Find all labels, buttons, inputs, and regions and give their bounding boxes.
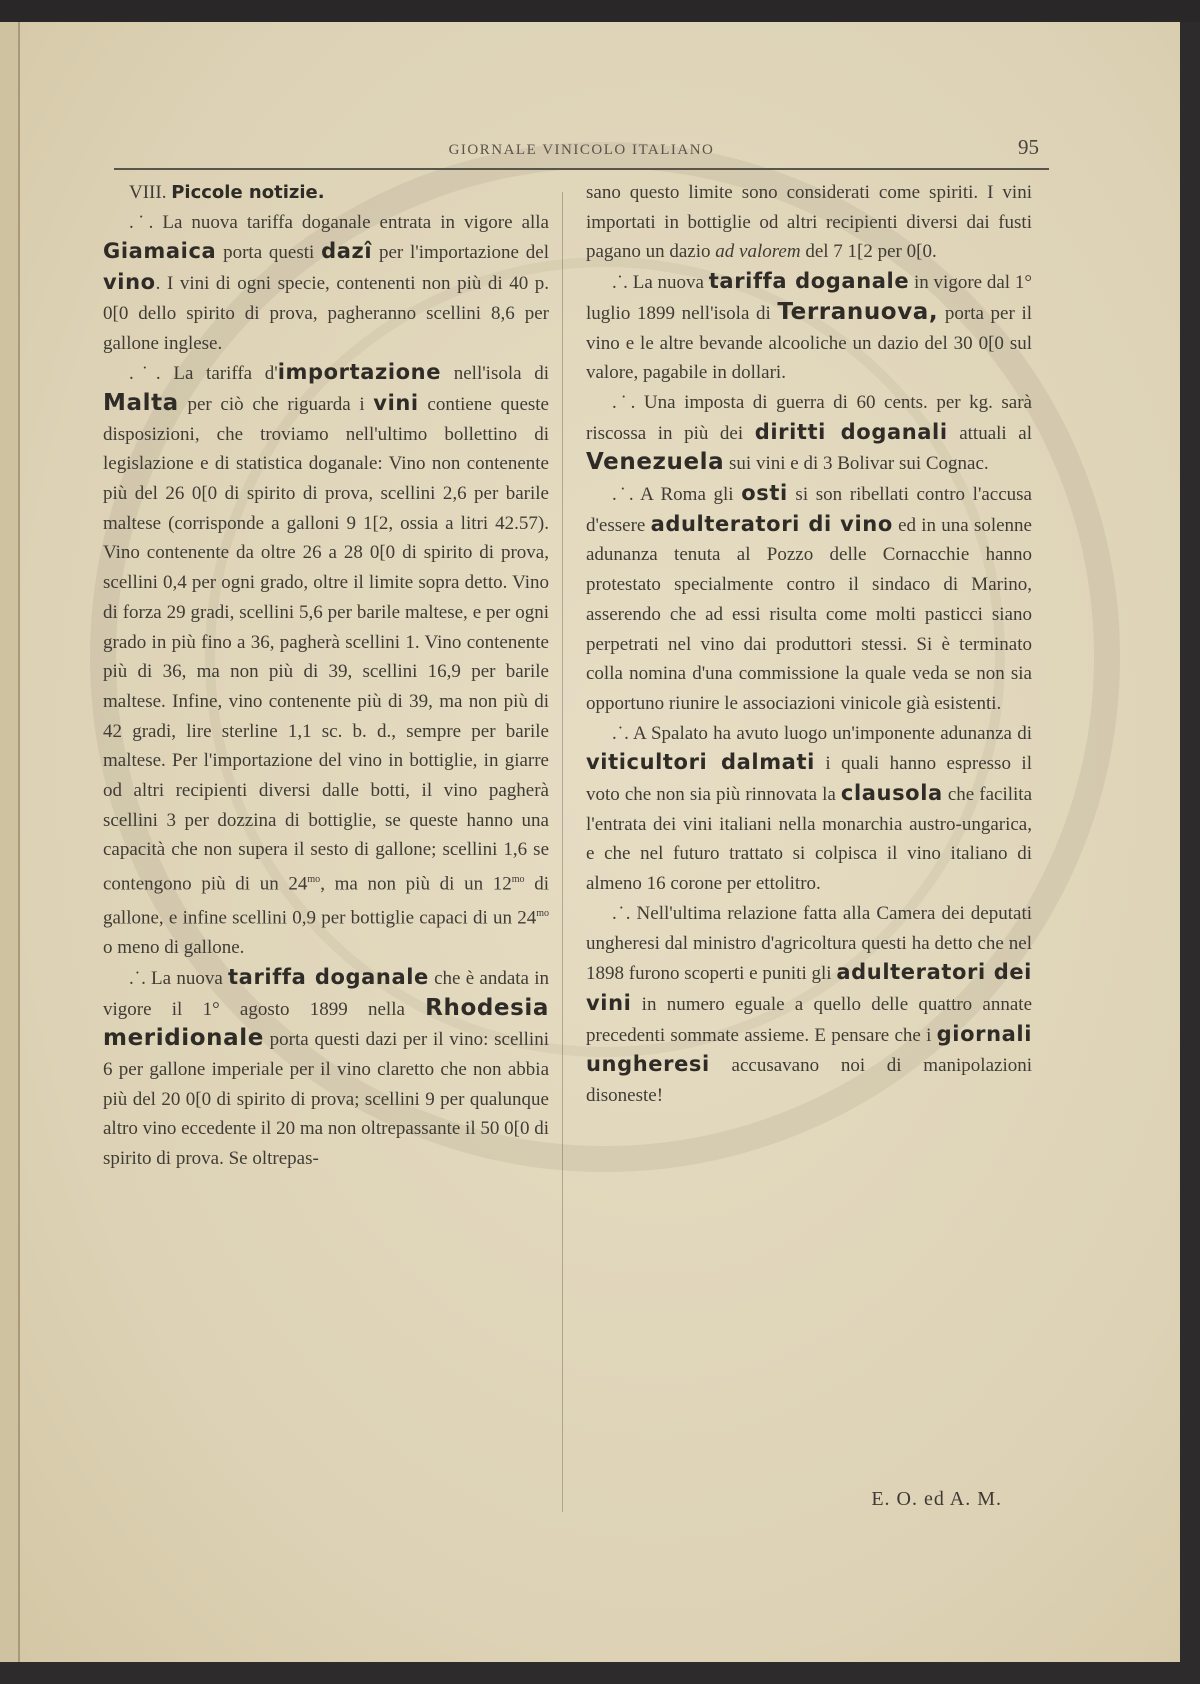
text-run: nell'isola di [441,363,549,385]
news-item-roma [586,479,1032,719]
news-item-giamaica [103,208,549,359]
text-run: che facilita l'entrata dei vini italiani nella monarchia austro-ungarica, e che nel futuro trattato si colpisca il vino italiano di almeno 16 corone per ettolitro. [586,784,1033,895]
page-number: 95 [1018,135,1039,159]
keyword: giornali ungheresi [586,1021,1032,1077]
keyword: Malta [103,389,179,416]
text-run: attuali al [947,422,1032,444]
keyword: diritti doganali [754,419,948,444]
keyword: clausola [840,781,943,806]
text-run: .˙. Nell'ultima relazione fatta alla Camera dei deputati ungheresi dal ministro d'agricoltura questi ha detto che nel 1898 furono scoperti e puniti gli [586,902,1032,985]
text-run: in vigore dal 1° luglio 1899 nell'isola di [586,272,1032,324]
keyword: Giamaica [103,239,217,264]
section-title: Piccole notizie. [171,182,325,203]
keyword: adulteratori dei vini [586,960,1032,1015]
text-run: .˙. La nuova [129,967,229,989]
news-item-malta [103,358,549,963]
keyword: tariffa doganale [708,269,910,294]
news-item-venezuela [586,388,1032,479]
text-run: per ciò che riguarda i [178,393,374,415]
text-run: .˙. Una imposta di guerra di 60 cents. per kg. sarà riscossa in più dei [586,391,1032,444]
text-run: porta per il vino e le altre bevande alcooliche un dazio del 30 0[0 sul valore, pagabile in dollari. [586,302,1032,384]
text-run: . I vini di ogni specie, contenenti non più di 40 p. 0[0 dello spirito di prova, pagheranno scellini 8,6 per gallone inglese. [103,273,549,354]
text-run: .˙. La nuova [612,272,709,294]
italic-phrase: ad valorem [715,241,801,263]
news-item-ungheria [586,899,1032,1111]
text-run: si son ribellati contro l'accusa d'essere [586,484,1032,536]
text-run: ed in una solenne adunanza tenuta al Pozzo delle Cornacchie hanno protestato specialmente contro il sindaco di Marino, asserendo che ad essi risulta come molti pasticci siano perpetrati nel vino dai produttori stessi. Si è terminato colla nomina d'una commissione la quale veda se non sia opportuno riunire le associazioni vinicole già esistenti. [586,514,1032,714]
scan-border-top [0,0,1200,22]
text-run: .˙. La nuova tariffa doganale entrata in vigore alla [129,211,549,233]
text-run: del 7 1[2 per 0[0. [800,241,937,263]
text-run: che è andata in vigore il 1° agosto 1899 nella [103,967,550,1020]
document-page [20,22,1180,1662]
text-run: i quali hanno espresso il voto che non sia più rinnovata la [586,753,1032,806]
text-run: contiene queste disposizioni, che troviamo nell'ultimo bollettino di legislazione e di statistica doganale: Vino non contenente più del 26 0[0 di spirito di prova, scellini 2,6 per barile maltese (corrisponde a galloni 9 1[2, ossia a litri 42.57). Vino contenente da oltre 26 a 28 0[0 di spirito di prova, scellini 0,4 per ogni grado, oltre il limite sopra detto. Vino di forza 29 gradi, scellini 5,6 per barile maltese, e per ogni grado in più fino a 36, pagherà scellini 1. Vino contenente più di 36, ma non più di 39, scellini 16,9 per barile maltese. Infine, vino contenente più di 39, ma non più di 42 gradi, lire sterline 1,1 sc. b. d., sempre per barile maltese. Per l'importazione del vino in bottiglie, in giarre od altri recipienti diversi dalle botti, il vino pagherà scellini 3 per dozzina di bottiglie, se queste hanno una capacità che non supera il sesto di gallone; scellini 1,6 se contengono più di un 24 [103,393,549,895]
keyword: viticultori dalmati [586,750,815,775]
keyword: Rhodesia meridionale [103,994,549,1052]
keyword: adulteratori di vino [650,511,893,536]
keyword: vino [103,270,156,295]
text-run: in numero eguale a quello delle quattro annate precedenti sommate assieme. E pensare che i [586,993,1032,1046]
text-run: di gallone, e infine scellini 0,9 per bottiglie capaci di un 24 [103,873,550,929]
keyword: vini [373,390,419,415]
text-run: , ma non più di un 12 [320,873,512,895]
right-column [586,178,1032,1111]
text-run: accusavano noi di manipolazioni disoneste! [586,1055,1032,1107]
keyword: importazione [277,360,442,385]
text-run: per l'importazione del [372,242,549,264]
text-run: .˙. A Spalato ha avuto luogo un'imponente adunanza di [612,722,1032,744]
news-item-spalato [586,719,1032,899]
page-header [114,120,1049,170]
news-item-rhodesia [103,963,549,1174]
previous-page-edge [0,22,20,1662]
text-run: .˙. A Roma gli [612,484,742,506]
keyword: Terranuova, [777,298,939,325]
section-number: VIII. [129,182,167,203]
keyword: Venezuela [586,449,725,476]
text-run: porta questi dazi per il vino: scellini 6 per gallone imperiale per il vino claretto che non abbia più del 20 0[0 di spirito di prova; scellini 9 per qualunque altro vino eccedente il 20 ma non oltrepassante il 50 0[0 di spirito di prova. Se oltrepas- [103,1029,549,1170]
news-item-rhodesia-continued [586,178,1032,267]
text-run: sui vini e di 3 Bolivar sui Cognac. [724,453,989,475]
left-column [103,178,549,1174]
keyword: osti [741,481,788,506]
section-heading [103,178,549,208]
superscript: mo [511,874,525,886]
superscript: mo [307,874,321,886]
keyword: dazî [321,239,373,264]
column-divider [562,192,563,1512]
author-signature: E. O. ed A. M. [871,1488,1002,1510]
superscript: mo [536,908,549,920]
text-run: o meno di gallone. [103,937,245,959]
running-title: GIORNALE VINICOLO ITALIANO [448,142,715,158]
news-item-terranuova [586,267,1032,388]
text-run: sano questo limite sono considerati come spiriti. I vini importati in bottiglie od altri recipienti diversi dai fusti pagano un dazio [586,182,1032,263]
keyword: tariffa doganale [228,964,429,989]
text-run: .˙. La tariffa d' [129,363,278,385]
text-run: porta questi [216,242,322,264]
